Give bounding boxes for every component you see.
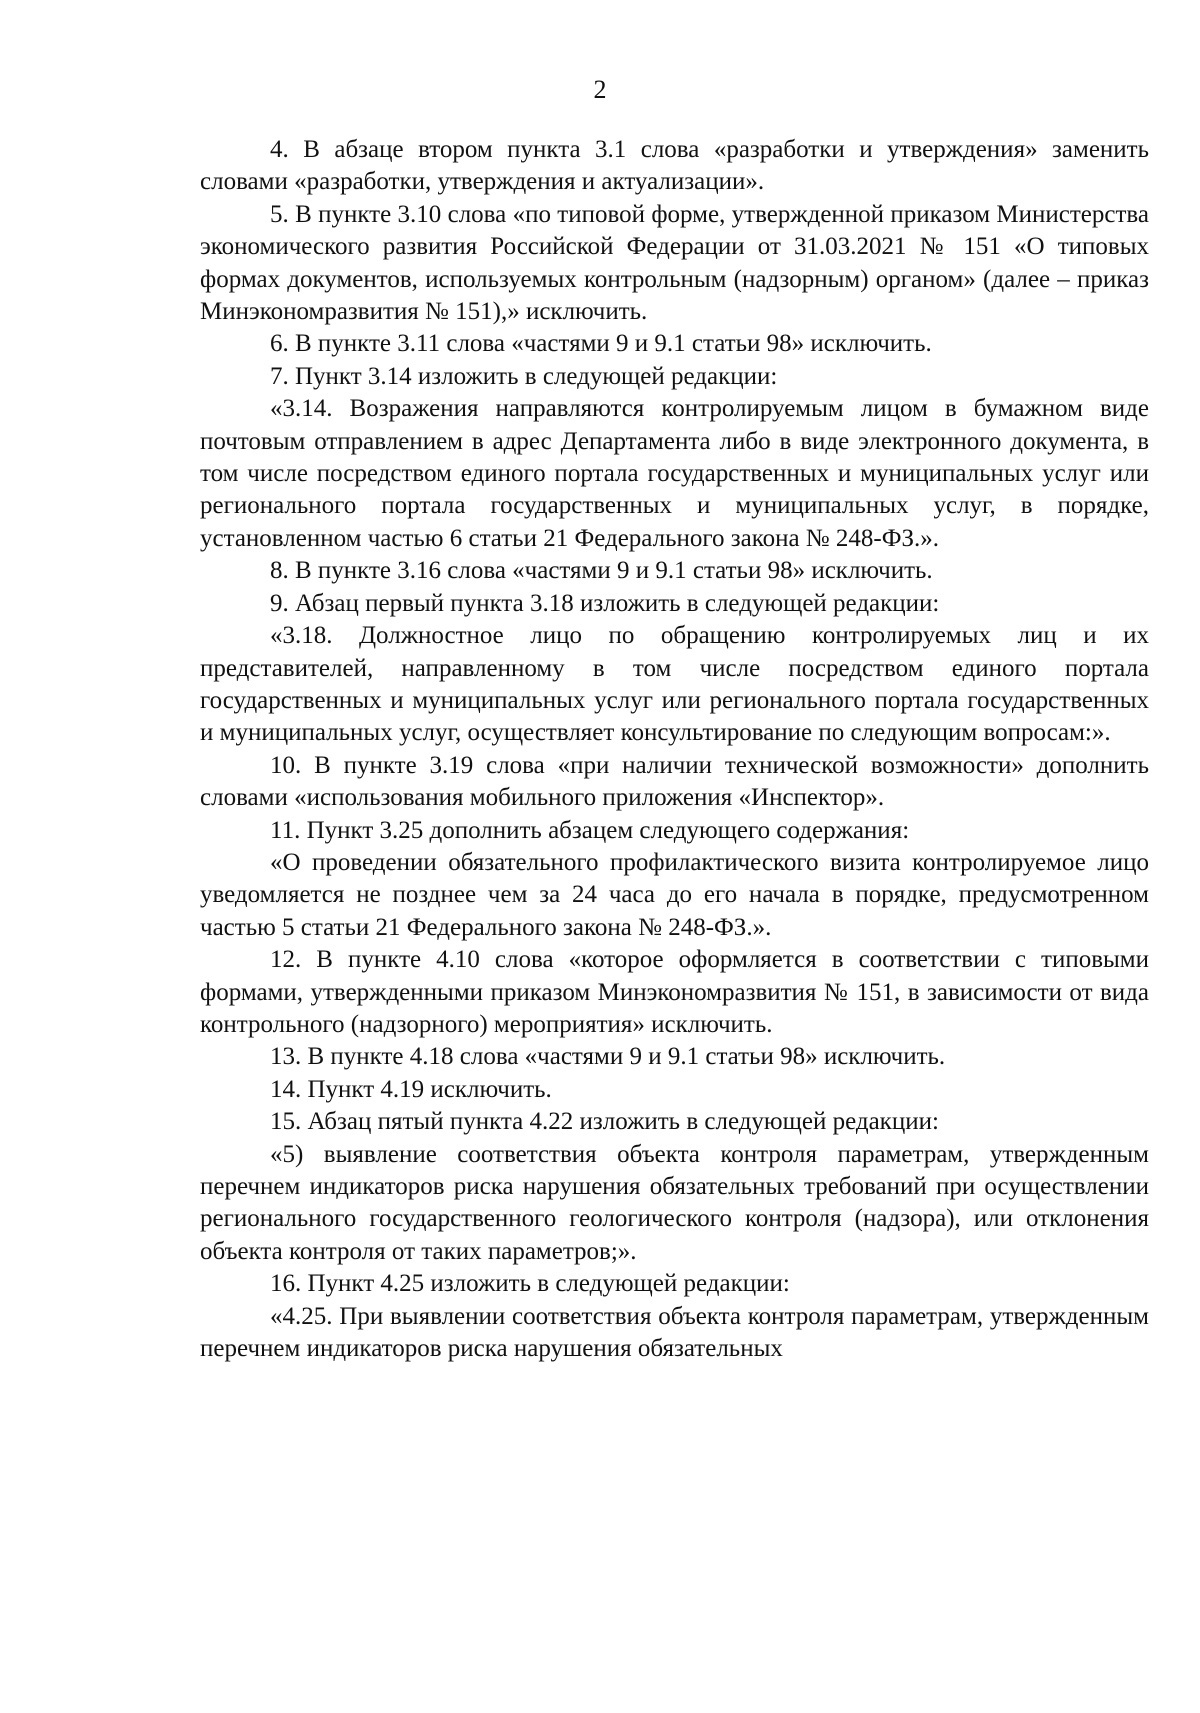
paragraph-item-9: 9. Абзац первый пункта 3.18 изложить в следующей редакции: [270,589,940,617]
quoted-paragraph-visit-notice: «О проведении обязательного профилактического визита контролируемое лицо уведомляется не позднее чем за 24 часа до его начала в порядке, предусмотренном частью 5 статьи 21 Федерального закона № 248-ФЗ.». [200,848,1149,941]
paragraph-item-15: 15. Абзац пятый пункта 4.22 изложить в следующей редакции: [270,1108,939,1136]
paragraph-item-13: 13. В пункте 4.18 слова «частями 9 и 9.1 статьи 98» исключить. [270,1043,946,1071]
paragraph-item-6: 6. В пункте 3.11 слова «частями 9 и 9.1 статьи 98» исключить. [270,330,932,358]
paragraph-item-11: 11. Пункт 3.25 дополнить абзацем следующего содержания: [270,816,910,844]
page-number: 2 [593,75,607,104]
quoted-paragraph-4-25: «4.25. При выявлении соответствия объекта контроля параметрам, утвержденным перечнем индикаторов риска нарушения обязательных [200,1302,1149,1363]
quoted-paragraph-5: «5) выявление соответствия объекта контроля параметрам, утвержденным перечнем индикаторов риска нарушения обязательных требований при осуществлении регионального государственного геологического контроля (надзора), или отклонения объекта контроля от таких параметров;». [200,1140,1149,1265]
paragraph-item-10: 10. В пункте 3.19 слова «при наличии технической возможности» дополнить словами «использования мобильного приложения «Инспектор». [200,751,1149,812]
paragraph-item-8: 8. В пункте 3.16 слова «частями 9 и 9.1 статьи 98» исключить. [270,557,933,585]
document-body [200,134,1149,1365]
quoted-paragraph-3-14: «3.14. Возражения направляются контролируемым лицом в бумажном виде почтовым отправлением в адрес Департамента либо в виде электронного документа, в том числе посредством единого портала государственных и муниципальных услуг или регионального портала государственных и муниципальных услуг, в порядке, установленном частью 6 статьи 21 Федерального закона № 248-ФЗ.». [200,395,1149,552]
paragraph-item-7: 7. Пункт 3.14 изложить в следующей редакции: [270,362,778,390]
paragraph-item-14: 14. Пункт 4.19 исключить. [270,1075,552,1103]
paragraph-item-4: 4. В абзаце втором пункта 3.1 слова «разработки и утверждения» заменить словами «разработки, утверждения и актуализации». [200,136,1149,196]
paragraph-item-5: 5. В пункте 3.10 слова «по типовой форме, утвержденной приказом Министерства экономического развития Российской Федерации от 31.03.2021 № 151 «О типовых формах документов, используемых контрольным (надзорным) органом» (далее – приказ Минэкономразвития № 151),» исключить. [200,200,1149,326]
quoted-paragraph-3-18: «3.18. Должностное лицо по обращению контролируемых лиц и их представителей, направленному в том числе посредством единого портала государственных и муниципальных услуг или регионального портала государственных и муниципальных услуг, осуществляет консультирование по следующим вопросам:». [200,622,1149,747]
paragraph-item-16: 16. Пункт 4.25 изложить в следующей редакции: [270,1270,790,1298]
paragraph-item-12: 12. В пункте 4.10 слова «которое оформляется в соответствии с типовыми формами, утвержденными приказом Минэкономразвития № 151, в зависимости от вида контрольного (надзорного) мероприятия» исключить. [200,946,1149,1038]
